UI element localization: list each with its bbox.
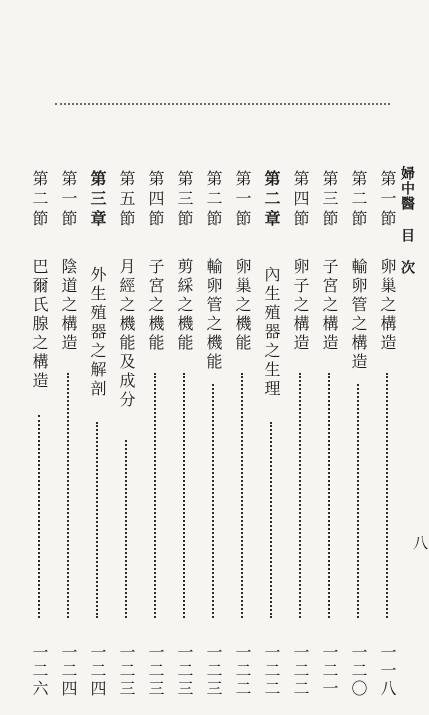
entry-title: 月經之機能及成分 bbox=[117, 258, 136, 410]
entry-label: 第三節 bbox=[175, 170, 194, 230]
dot-leader bbox=[241, 373, 243, 618]
toc-entry bbox=[318, 170, 340, 698]
toc-entry bbox=[202, 170, 224, 698]
toc-entry bbox=[173, 170, 195, 698]
dot-leader bbox=[357, 384, 359, 618]
entry-label: 第四節 bbox=[291, 170, 310, 230]
dot-leader bbox=[125, 440, 127, 618]
entry-title: 巴爾氏腺之構造 bbox=[30, 258, 49, 391]
dot-leader bbox=[270, 422, 272, 618]
entry-label: 第二節 bbox=[30, 170, 49, 230]
entry-title: 輸卵管之機能 bbox=[204, 258, 223, 372]
running-header: 婦中醫 目 次 bbox=[399, 166, 415, 275]
entry-title: 子宮之構造 bbox=[320, 258, 339, 353]
entry-page: 一二四 bbox=[59, 644, 78, 698]
toc-entry bbox=[57, 170, 79, 698]
entry-label: 第二節 bbox=[349, 170, 368, 230]
entry-title: 卵巢之構造 bbox=[378, 258, 397, 353]
dot-leader bbox=[38, 415, 40, 618]
entry-label: 第一節 bbox=[378, 170, 397, 230]
toc-entry bbox=[144, 170, 166, 698]
dot-leader bbox=[154, 373, 156, 618]
chapter-label: 第三章 bbox=[88, 170, 107, 230]
entry-title: 陰道之構造 bbox=[59, 258, 78, 353]
entry-page: 一二三 bbox=[175, 644, 194, 698]
chapter-title: 內生殖器之生理 bbox=[262, 266, 281, 399]
toc-entry bbox=[28, 170, 50, 698]
entry-title: 卵子之構造 bbox=[291, 258, 310, 353]
top-dotted-rule bbox=[55, 103, 390, 105]
dot-leader bbox=[212, 384, 214, 618]
entry-page: 一二三 bbox=[204, 644, 223, 698]
entry-page: 一二二 bbox=[291, 644, 310, 698]
dot-leader bbox=[299, 373, 301, 618]
toc-entry bbox=[231, 170, 253, 698]
toc-entry bbox=[289, 170, 311, 698]
dot-leader bbox=[386, 373, 388, 618]
toc-entry bbox=[115, 170, 137, 698]
toc-chapter bbox=[86, 170, 108, 698]
dot-leader bbox=[328, 373, 330, 618]
toc-chapter bbox=[260, 170, 282, 698]
folio-number: 八 bbox=[411, 535, 429, 550]
entry-label: 第三節 bbox=[320, 170, 339, 230]
toc-entry bbox=[376, 170, 398, 698]
entry-page: 一一八 bbox=[378, 644, 397, 698]
entry-title: 剪綵之機能 bbox=[175, 258, 194, 353]
chapter-page: 一二四 bbox=[88, 644, 107, 698]
entry-label: 第四節 bbox=[146, 170, 165, 230]
entry-page: 一二六 bbox=[30, 644, 49, 698]
entry-title: 卵巢之機能 bbox=[233, 258, 252, 353]
chapter-title: 外生殖器之解剖 bbox=[88, 266, 107, 399]
entry-title: 輸卵管之構造 bbox=[349, 258, 368, 372]
entry-title: 子宮之機能 bbox=[146, 258, 165, 353]
entry-page: 一二三 bbox=[117, 644, 136, 698]
toc-entry bbox=[347, 170, 369, 698]
entry-page: 一二三 bbox=[146, 644, 165, 698]
dot-leader bbox=[96, 422, 98, 618]
dot-leader bbox=[183, 373, 185, 618]
entry-page: 一二〇 bbox=[349, 644, 368, 698]
entry-label: 第一節 bbox=[59, 170, 78, 230]
chapter-label: 第二章 bbox=[262, 170, 281, 230]
chapter-page: 一二二 bbox=[262, 644, 281, 698]
entry-label: 第二節 bbox=[204, 170, 223, 230]
entry-page: 一二一 bbox=[320, 644, 339, 698]
entry-label: 第一節 bbox=[233, 170, 252, 230]
dot-leader bbox=[67, 373, 69, 618]
entry-label: 第五節 bbox=[117, 170, 136, 230]
entry-page: 一二二 bbox=[233, 644, 252, 698]
